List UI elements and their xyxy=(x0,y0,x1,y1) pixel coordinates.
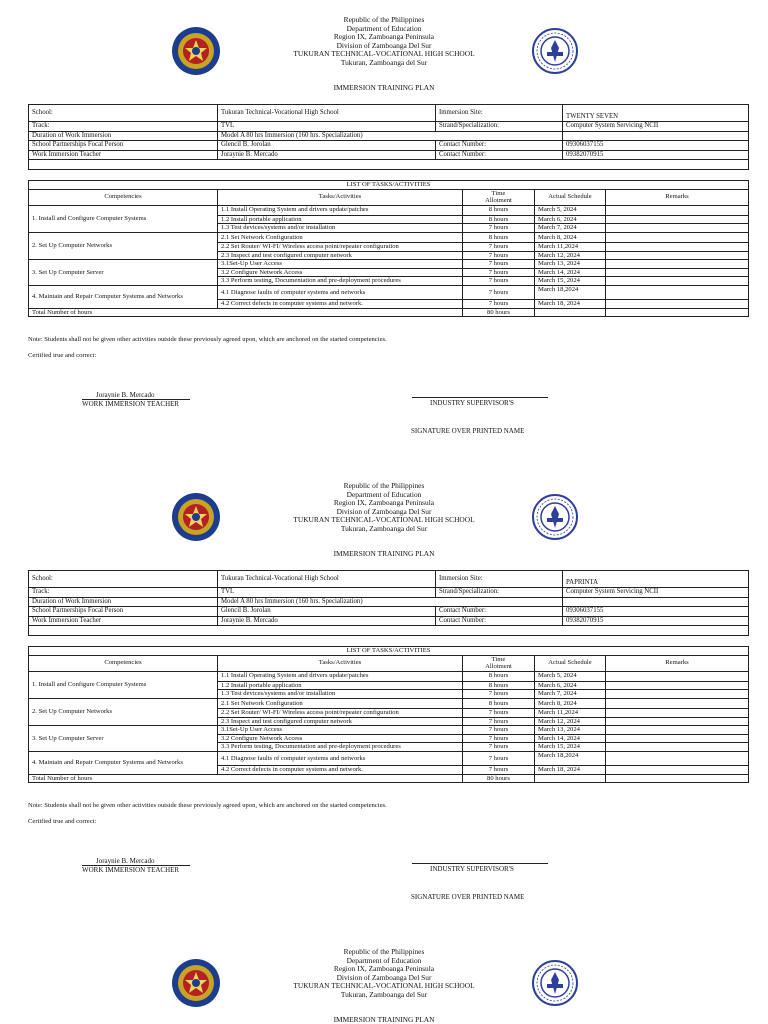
header-line: Region IX, Zamboanga Peninsula xyxy=(333,498,435,508)
teacher-value: Joraynie B. Mercado xyxy=(218,616,436,626)
col-time-line1: Time xyxy=(491,655,506,663)
col-schedule: Actual Schedule xyxy=(535,655,606,671)
time-3-1: 7 hours xyxy=(463,726,535,735)
header-line: Department of Education xyxy=(346,489,422,499)
remarks-cell xyxy=(606,242,749,251)
info-table xyxy=(28,570,749,636)
date-1-2: March 6, 2024 xyxy=(535,681,606,690)
header-line: Department of Education xyxy=(346,955,422,965)
duration-label: Duration of Work Immersion xyxy=(29,597,218,607)
remarks-cell xyxy=(606,751,749,765)
remarks-cell xyxy=(606,734,749,743)
plan-page-1 xyxy=(0,0,768,466)
date-3-1: March 13, 2024 xyxy=(535,726,606,735)
col-tasks: Tasks/Activities xyxy=(218,655,463,671)
date-1-1: March 5, 2024 xyxy=(535,671,606,681)
teacher-label: Work Immersion Teacher xyxy=(29,150,218,160)
remarks-cell xyxy=(606,708,749,717)
remarks-cell xyxy=(606,277,749,286)
teacher-signature-role: WORK IMMERSION TEACHER xyxy=(82,399,190,408)
plan-title: IMMERSION TRAINING PLAN xyxy=(333,83,435,92)
task-1-2: 1.2 Install portable application xyxy=(218,681,463,690)
remarks-cell xyxy=(606,717,749,726)
remarks-cell xyxy=(606,671,749,681)
time-3-3: 7 hours xyxy=(463,277,535,286)
duration-value: Model A 80 hrs Immersion (160 hrs. Specialization) xyxy=(218,131,563,141)
spacer-row xyxy=(29,160,749,170)
signature-caption: SIGNATURE OVER PRINTED NAME xyxy=(411,893,525,901)
time-1-2: 8 hours xyxy=(463,215,535,224)
teacher-signature-name: Joraynie B. Mercado xyxy=(96,857,155,865)
task-2-2: 2.2 Set Router/ WI-FI/ Wireless access point/repeater configuration xyxy=(218,708,463,717)
remarks-cell xyxy=(606,299,749,308)
plan-page-2 xyxy=(0,466,768,932)
date-2-1: March 8, 2024 xyxy=(535,232,606,242)
col-tasks: Tasks/Activities xyxy=(218,189,463,205)
certified-text: Certified true and correct: xyxy=(28,818,97,825)
time-4-2: 7 hours xyxy=(463,765,535,774)
supervisor-role: INDUSTRY SUPERVISOR'S xyxy=(430,865,514,873)
header-line: Division of Zamboanga Del Sur xyxy=(336,972,432,982)
remarks-cell xyxy=(606,215,749,224)
teacher-contact: 09382070915 xyxy=(563,150,749,160)
strand-label: Strand/Specialization: xyxy=(436,588,563,598)
total-value: 80 hours xyxy=(463,774,535,783)
task-1-3: 1.3 Test devices/systems and/or installation xyxy=(218,690,463,699)
empty-cell xyxy=(535,308,606,317)
remarks-cell xyxy=(606,251,749,260)
date-1-2: March 6, 2024 xyxy=(535,215,606,224)
total-value: 80 hours xyxy=(463,308,535,317)
site-label: Immersion Site: xyxy=(436,571,563,588)
task-3-3: 3.3 Perform testing, Documentation and pre-deployment procedures xyxy=(218,743,463,752)
competency-1: 1. Install and Configure Computer Systems xyxy=(29,205,218,232)
school-value: Tukuran Technical-Vocational High School xyxy=(218,571,436,588)
remarks-cell xyxy=(606,224,749,233)
competency-1: 1. Install and Configure Computer Systems xyxy=(29,671,218,698)
remarks-cell xyxy=(606,268,749,277)
time-4-1: 7 hours xyxy=(463,285,535,299)
competency-3: 3. Set Up Computer Server xyxy=(29,260,218,286)
empty-cell xyxy=(563,131,749,141)
header-line: Republic of the Philippines xyxy=(343,481,425,490)
task-2-2: 2.2 Set Router/ WI-FI/ Wireless access point/repeater configuration xyxy=(218,242,463,251)
col-time xyxy=(463,189,535,205)
time-3-3: 7 hours xyxy=(463,743,535,752)
school-value: Tukuran Technical-Vocational High School xyxy=(218,105,436,122)
date-2-3: March 12, 2024 xyxy=(535,251,606,260)
date-1-3: March 7, 2024 xyxy=(535,224,606,233)
task-2-3: 2.3 Inspect and test configured computer network xyxy=(218,717,463,726)
time-1-1: 8 hours xyxy=(463,671,535,681)
strand-value: Computer System Servicing NCII xyxy=(563,122,749,132)
time-4-1: 7 hours xyxy=(463,751,535,765)
remarks-cell xyxy=(606,743,749,752)
strand-label: Strand/Specialization: xyxy=(436,122,563,132)
header-line: Tukuran, Zamboanga del Sur xyxy=(340,57,428,67)
date-3-3: March 15, 2024 xyxy=(535,743,606,752)
school-header xyxy=(0,16,768,68)
supervisor-signature-line xyxy=(412,863,548,864)
remarks-cell xyxy=(606,681,749,690)
task-3-3: 3.3 Perform testing, Documentation and pre-deployment procedures xyxy=(218,277,463,286)
plan-title: IMMERSION TRAINING PLAN xyxy=(333,1015,435,1024)
tasks-table xyxy=(28,180,749,317)
time-2-3: 7 hours xyxy=(463,717,535,726)
remarks-cell xyxy=(606,285,749,299)
school-label: School: xyxy=(29,105,218,122)
contact-label: Contact Number: xyxy=(436,141,563,151)
note-text: Note: Students shall not be given other activities outside these previously agreed upon, which are anchored on the started competencies. xyxy=(28,336,387,343)
task-4-1: 4.1 Diagnose faults of computer systems and networks xyxy=(218,751,463,765)
time-1-3: 7 hours xyxy=(463,690,535,699)
header-line: Department of Education xyxy=(346,23,422,33)
header-line: Division of Zamboanga Del Sur xyxy=(336,506,432,516)
certified-text: Certified true and correct: xyxy=(28,352,97,359)
task-3-2: 3.2 Configure Network Access xyxy=(218,734,463,743)
date-1-3: March 7, 2024 xyxy=(535,690,606,699)
col-time-line1: Time xyxy=(491,189,506,197)
teacher-label: Work Immersion Teacher xyxy=(29,616,218,626)
col-competencies: Competencies xyxy=(29,655,218,671)
tasks-title: LIST OF TASKS/ACTIVITIES xyxy=(29,181,749,190)
site-value: PAPRINTA xyxy=(563,571,749,588)
competency-3: 3. Set Up Computer Server xyxy=(29,726,218,752)
date-2-2: March 11,2024 xyxy=(535,708,606,717)
date-4-1: March 18,2024 xyxy=(535,751,606,765)
focal-label: School Partnerships Focal Person xyxy=(29,607,218,617)
date-3-2: March 14, 2024 xyxy=(535,734,606,743)
track-value: TVL xyxy=(218,588,436,598)
total-label: Total Number of hours xyxy=(29,774,463,783)
col-time-line2: Allotment xyxy=(485,663,512,671)
track-label: Track: xyxy=(29,588,218,598)
time-1-3: 7 hours xyxy=(463,224,535,233)
col-remarks: Remarks xyxy=(606,189,749,205)
track-label: Track: xyxy=(29,122,218,132)
site-value: TWENTY SEVEN xyxy=(563,105,749,122)
supervisor-role: INDUSTRY SUPERVISOR'S xyxy=(430,399,514,407)
task-1-1: 1.1 Install Operating System and drivers update/patches xyxy=(218,671,463,681)
strand-value: Computer System Servicing NCII xyxy=(563,588,749,598)
empty-cell xyxy=(606,308,749,317)
task-4-1: 4.1 Diagnose faults of computer systems and networks xyxy=(218,285,463,299)
focal-contact: 09306037155 xyxy=(563,607,749,617)
remarks-cell xyxy=(606,726,749,735)
time-2-2: 7 hours xyxy=(463,242,535,251)
task-1-1: 1.1 Install Operating System and drivers update/patches xyxy=(218,205,463,215)
date-2-2: March 11,2024 xyxy=(535,242,606,251)
task-3-1: 3.1Set-Up User Access xyxy=(218,726,463,735)
task-3-1: 3.1Set-Up User Access xyxy=(218,260,463,269)
time-1-1: 8 hours xyxy=(463,205,535,215)
remarks-cell xyxy=(606,205,749,215)
teacher-signature-name: Joraynie B. Mercado xyxy=(96,391,155,399)
header-line: TUKURAN TECHNICAL-VOCATIONAL HIGH SCHOOL xyxy=(293,981,475,991)
task-1-2: 1.2 Install portable application xyxy=(218,215,463,224)
time-2-3: 7 hours xyxy=(463,251,535,260)
col-time-line2: Allotment xyxy=(485,197,512,205)
tasks-title: LIST OF TASKS/ACTIVITIES xyxy=(29,647,749,656)
duration-label: Duration of Work Immersion xyxy=(29,131,218,141)
competency-4: 4. Maintain and Repair Computer Systems and Networks xyxy=(29,285,218,308)
col-competencies: Competencies xyxy=(29,189,218,205)
header-line: TUKURAN TECHNICAL-VOCATIONAL HIGH SCHOOL xyxy=(293,515,475,525)
track-value: TVL xyxy=(218,122,436,132)
remarks-cell xyxy=(606,690,749,699)
teacher-signature-role: WORK IMMERSION TEACHER xyxy=(82,865,190,874)
empty-cell xyxy=(563,597,749,607)
time-2-1: 8 hours xyxy=(463,232,535,242)
spacer-row xyxy=(29,626,749,636)
teacher-contact: 09382070915 xyxy=(563,616,749,626)
time-2-2: 7 hours xyxy=(463,708,535,717)
header-line: Division of Zamboanga Del Sur xyxy=(336,40,432,50)
school-header xyxy=(0,482,768,534)
date-4-1: March 18,2024 xyxy=(535,285,606,299)
col-time xyxy=(463,655,535,671)
task-4-2: 4.2 Correct defects in computer systems and network. xyxy=(218,299,463,308)
date-3-2: March 14, 2024 xyxy=(535,268,606,277)
task-2-1: 2.1 Set Network Configuration xyxy=(218,232,463,242)
school-label: School: xyxy=(29,571,218,588)
school-header xyxy=(0,948,768,1000)
header-line: Region IX, Zamboanga Peninsula xyxy=(333,32,435,42)
contact-label: Contact Number: xyxy=(436,150,563,160)
plan-title: IMMERSION TRAINING PLAN xyxy=(333,549,435,558)
signature-caption: SIGNATURE OVER PRINTED NAME xyxy=(411,427,525,435)
teacher-value: Joraynie B. Mercado xyxy=(218,150,436,160)
remarks-cell xyxy=(606,232,749,242)
empty-cell xyxy=(606,774,749,783)
col-remarks: Remarks xyxy=(606,655,749,671)
time-4-2: 7 hours xyxy=(463,299,535,308)
focal-value: Glencil B. Jorolan xyxy=(218,607,436,617)
competency-4: 4. Maintain and Repair Computer Systems and Networks xyxy=(29,751,218,774)
empty-cell xyxy=(535,774,606,783)
task-4-2: 4.2 Correct defects in computer systems and network. xyxy=(218,765,463,774)
date-2-3: March 12, 2024 xyxy=(535,717,606,726)
remarks-cell xyxy=(606,260,749,269)
date-3-3: March 15, 2024 xyxy=(535,277,606,286)
date-3-1: March 13, 2024 xyxy=(535,260,606,269)
task-1-3: 1.3 Test devices/systems and/or installation xyxy=(218,224,463,233)
header-line: Republic of the Philippines xyxy=(343,15,425,24)
site-label: Immersion Site: xyxy=(436,105,563,122)
focal-label: School Partnerships Focal Person xyxy=(29,141,218,151)
remarks-cell xyxy=(606,698,749,708)
competency-2: 2. Set Up Computer Networks xyxy=(29,698,218,725)
focal-contact: 09306037155 xyxy=(563,141,749,151)
remarks-cell xyxy=(606,765,749,774)
time-1-2: 8 hours xyxy=(463,681,535,690)
col-schedule: Actual Schedule xyxy=(535,189,606,205)
date-4-2: March 18, 2024 xyxy=(535,299,606,308)
note-text: Note: Students shall not be given other activities outside these previously agreed upon, which are anchored on the started competencies. xyxy=(28,802,387,809)
time-3-1: 7 hours xyxy=(463,260,535,269)
task-3-2: 3.2 Configure Network Access xyxy=(218,268,463,277)
header-line: Region IX, Zamboanga Peninsula xyxy=(333,964,435,974)
tasks-table xyxy=(28,646,749,783)
date-2-1: March 8, 2024 xyxy=(535,698,606,708)
header-line: Republic of the Philippines xyxy=(343,947,425,956)
total-label: Total Number of hours xyxy=(29,308,463,317)
competency-2: 2. Set Up Computer Networks xyxy=(29,232,218,259)
header-line: Tukuran, Zamboanga del Sur xyxy=(340,989,428,999)
header-line: TUKURAN TECHNICAL-VOCATIONAL HIGH SCHOOL xyxy=(293,49,475,59)
time-3-2: 7 hours xyxy=(463,268,535,277)
time-2-1: 8 hours xyxy=(463,698,535,708)
focal-value: Glencil B. Jorolan xyxy=(218,141,436,151)
duration-value: Model A 80 hrs Immersion (160 hrs. Specialization) xyxy=(218,597,563,607)
contact-label: Contact Number: xyxy=(436,616,563,626)
time-3-2: 7 hours xyxy=(463,734,535,743)
header-line: Tukuran, Zamboanga del Sur xyxy=(340,523,428,533)
contact-label: Contact Number: xyxy=(436,607,563,617)
task-2-1: 2.1 Set Network Configuration xyxy=(218,698,463,708)
date-4-2: March 18, 2024 xyxy=(535,765,606,774)
plan-page-3 xyxy=(0,932,768,1024)
info-table xyxy=(28,104,749,170)
date-1-1: March 5, 2024 xyxy=(535,205,606,215)
supervisor-signature-line xyxy=(412,397,548,398)
task-2-3: 2.3 Inspect and test configured computer network xyxy=(218,251,463,260)
